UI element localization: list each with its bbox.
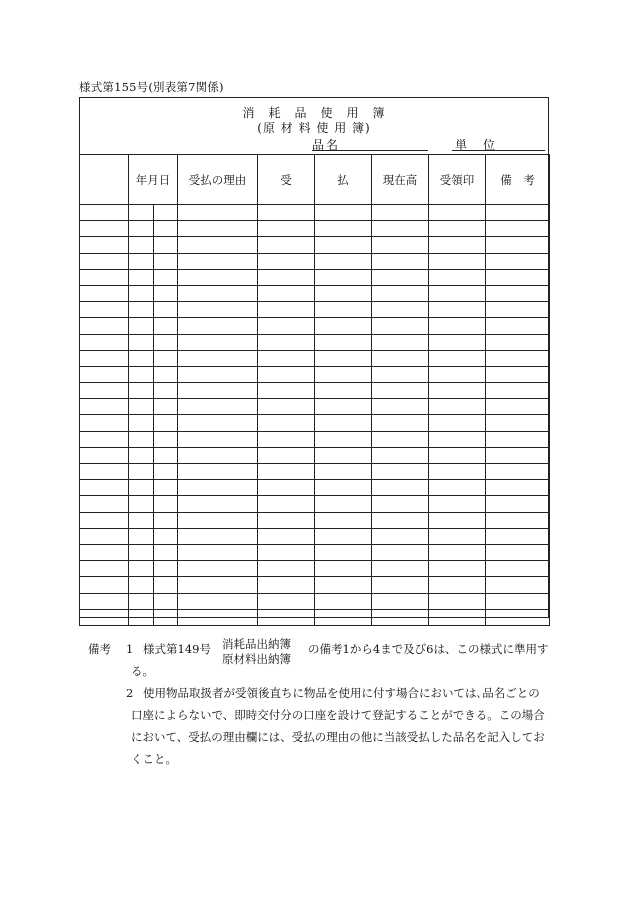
- table-cell[interactable]: [429, 512, 486, 528]
- table-cell[interactable]: [372, 464, 429, 480]
- table-cell[interactable]: [258, 334, 315, 350]
- table-row: [80, 253, 550, 269]
- note-1-continuation: る。: [131, 664, 154, 678]
- table-cell[interactable]: [178, 366, 258, 382]
- table-cell[interactable]: [178, 480, 258, 496]
- table-cell[interactable]: [429, 415, 486, 431]
- table-cell[interactable]: [80, 269, 129, 285]
- table-cell[interactable]: [178, 593, 258, 609]
- item-name-line[interactable]: [312, 150, 428, 151]
- table-row: [80, 221, 550, 237]
- table-cell[interactable]: [315, 561, 372, 577]
- table-cell[interactable]: [315, 253, 372, 269]
- table-cell[interactable]: [315, 350, 372, 366]
- table-cell[interactable]: [178, 496, 258, 512]
- table-cell[interactable]: [154, 464, 178, 480]
- table-cell[interactable]: [154, 512, 178, 528]
- table-cell[interactable]: [315, 464, 372, 480]
- table-cell[interactable]: [258, 285, 315, 301]
- header-date: 年月日: [129, 155, 178, 205]
- table-cell[interactable]: [372, 544, 429, 560]
- table-row: [80, 237, 550, 253]
- table-cell[interactable]: [80, 237, 129, 253]
- table-cell[interactable]: [372, 205, 429, 221]
- table-row: [80, 205, 550, 221]
- table-cell[interactable]: [486, 561, 550, 577]
- table-cell[interactable]: [80, 302, 129, 318]
- note-1-number: 1: [126, 642, 134, 656]
- note-2-line-4: くこと。: [131, 752, 177, 766]
- table-cell[interactable]: [486, 609, 550, 625]
- table-cell[interactable]: [372, 221, 429, 237]
- table-cell[interactable]: [315, 302, 372, 318]
- table-cell[interactable]: [315, 415, 372, 431]
- table-cell[interactable]: [80, 609, 129, 625]
- ledger-table: [79, 154, 550, 626]
- table-cell[interactable]: [315, 544, 372, 560]
- note-1-text: の備考1から4まで及び6は、この様式に準用す: [308, 642, 549, 656]
- table-cell[interactable]: [429, 577, 486, 593]
- unit-line[interactable]: [452, 150, 545, 151]
- table-row: [80, 302, 550, 318]
- table-cell[interactable]: [486, 496, 550, 512]
- table-cell[interactable]: [178, 609, 258, 625]
- table-cell[interactable]: [486, 318, 550, 334]
- table-cell[interactable]: [486, 334, 550, 350]
- table-cell[interactable]: [429, 285, 486, 301]
- table-row: [80, 561, 550, 577]
- table-cell[interactable]: [258, 221, 315, 237]
- table-cell[interactable]: [258, 528, 315, 544]
- table-cell[interactable]: [178, 334, 258, 350]
- table-row: [80, 447, 550, 463]
- table-cell[interactable]: [80, 334, 129, 350]
- table-cell[interactable]: [486, 447, 550, 463]
- table-row: [80, 285, 550, 301]
- table-cell[interactable]: [429, 447, 486, 463]
- table-cell[interactable]: [429, 205, 486, 221]
- header-payment: 払: [315, 155, 372, 205]
- table-cell[interactable]: [486, 431, 550, 447]
- table-cell[interactable]: [178, 350, 258, 366]
- table-cell[interactable]: [258, 399, 315, 415]
- table-cell[interactable]: [372, 593, 429, 609]
- table-cell[interactable]: [486, 366, 550, 382]
- table-cell[interactable]: [154, 480, 178, 496]
- table-cell[interactable]: [178, 253, 258, 269]
- table-cell[interactable]: [154, 269, 178, 285]
- table-cell[interactable]: [129, 528, 154, 544]
- table-cell[interactable]: [372, 561, 429, 577]
- table-cell[interactable]: [178, 302, 258, 318]
- table-cell[interactable]: [315, 383, 372, 399]
- table-cell[interactable]: [315, 528, 372, 544]
- table-cell[interactable]: [372, 253, 429, 269]
- table-cell[interactable]: [258, 366, 315, 382]
- table-cell[interactable]: [154, 205, 178, 221]
- table-cell[interactable]: [258, 431, 315, 447]
- table-cell[interactable]: [315, 577, 372, 593]
- table-cell[interactable]: [258, 544, 315, 560]
- table-cell[interactable]: [315, 480, 372, 496]
- table-cell[interactable]: [486, 205, 550, 221]
- table-cell[interactable]: [258, 496, 315, 512]
- table-cell[interactable]: [372, 609, 429, 625]
- note-2-line-2: 口座によらないで、即時交付分の口座を設けて登記することができる。この場合: [131, 708, 545, 722]
- header-remarks: 備 考: [486, 155, 550, 205]
- form-number: 様式第155号(別表第7関係): [79, 80, 224, 94]
- table-cell[interactable]: [372, 431, 429, 447]
- table-cell[interactable]: [258, 302, 315, 318]
- table-cell[interactable]: [80, 593, 129, 609]
- table-cell[interactable]: [258, 512, 315, 528]
- table-cell[interactable]: [372, 415, 429, 431]
- table-cell[interactable]: [486, 544, 550, 560]
- table-cell[interactable]: [154, 237, 178, 253]
- table-cell[interactable]: [178, 464, 258, 480]
- table-row: [80, 593, 550, 609]
- table-cell[interactable]: [486, 237, 550, 253]
- table-cell[interactable]: [80, 431, 129, 447]
- table-cell[interactable]: [372, 285, 429, 301]
- table-cell[interactable]: [429, 237, 486, 253]
- table-cell[interactable]: [372, 302, 429, 318]
- table-cell[interactable]: [486, 464, 550, 480]
- table-cell[interactable]: [154, 593, 178, 609]
- table-cell[interactable]: [258, 350, 315, 366]
- table-cell[interactable]: [178, 544, 258, 560]
- table-cell[interactable]: [429, 302, 486, 318]
- table-cell[interactable]: [258, 253, 315, 269]
- table-cell[interactable]: [129, 318, 154, 334]
- table-cell[interactable]: [80, 512, 129, 528]
- table-cell[interactable]: [80, 205, 129, 221]
- table-cell[interactable]: [372, 480, 429, 496]
- table-cell[interactable]: [178, 561, 258, 577]
- table-cell[interactable]: [429, 464, 486, 480]
- table-cell[interactable]: [372, 399, 429, 415]
- table-row: [80, 415, 550, 431]
- table-cell[interactable]: [372, 512, 429, 528]
- table-cell[interactable]: [154, 221, 178, 237]
- table-cell[interactable]: [429, 528, 486, 544]
- table-row: [80, 496, 550, 512]
- table-cell[interactable]: [178, 205, 258, 221]
- table-cell[interactable]: [429, 221, 486, 237]
- note-1-reference: 様式第149号: [143, 642, 211, 656]
- table-cell[interactable]: [178, 431, 258, 447]
- table-row: [80, 269, 550, 285]
- table-cell[interactable]: [429, 496, 486, 512]
- table-cell[interactable]: [372, 447, 429, 463]
- table-cell[interactable]: [315, 221, 372, 237]
- header-blank: [80, 155, 129, 205]
- table-cell[interactable]: [429, 399, 486, 415]
- table-cell[interactable]: [315, 318, 372, 334]
- table-cell[interactable]: [429, 334, 486, 350]
- table-cell[interactable]: [486, 528, 550, 544]
- table-cell[interactable]: [154, 302, 178, 318]
- table-cell[interactable]: [80, 399, 129, 415]
- table-cell[interactable]: [154, 577, 178, 593]
- table-cell[interactable]: [80, 496, 129, 512]
- table-cell[interactable]: [80, 383, 129, 399]
- table-cell[interactable]: [429, 609, 486, 625]
- table-cell[interactable]: [372, 318, 429, 334]
- table-cell[interactable]: [486, 269, 550, 285]
- table-cell[interactable]: [258, 415, 315, 431]
- table-cell[interactable]: [80, 366, 129, 382]
- table-cell[interactable]: [486, 593, 550, 609]
- table-cell[interactable]: [129, 609, 154, 625]
- table-cell[interactable]: [429, 269, 486, 285]
- table-cell[interactable]: [178, 318, 258, 334]
- table-cell[interactable]: [372, 383, 429, 399]
- table-cell[interactable]: [315, 366, 372, 382]
- table-cell[interactable]: [258, 577, 315, 593]
- table-cell[interactable]: [80, 285, 129, 301]
- table-row: [80, 544, 550, 560]
- table-cell[interactable]: [315, 205, 372, 221]
- table-cell[interactable]: [258, 205, 315, 221]
- table-cell[interactable]: [258, 464, 315, 480]
- table-row: [80, 480, 550, 496]
- table-cell[interactable]: [315, 609, 372, 625]
- table-cell[interactable]: [154, 415, 178, 431]
- table-cell[interactable]: [486, 480, 550, 496]
- table-cell[interactable]: [80, 577, 129, 593]
- note-2-number: 2: [126, 686, 134, 700]
- table-cell[interactable]: [80, 480, 129, 496]
- table-row: [80, 318, 550, 334]
- table-cell[interactable]: [129, 593, 154, 609]
- table-cell[interactable]: [129, 577, 154, 593]
- table-cell[interactable]: [429, 350, 486, 366]
- table-cell[interactable]: [154, 399, 178, 415]
- table-cell[interactable]: [129, 334, 154, 350]
- table-cell[interactable]: [429, 383, 486, 399]
- table-cell[interactable]: [486, 577, 550, 593]
- table-cell[interactable]: [178, 221, 258, 237]
- table-cell[interactable]: [429, 253, 486, 269]
- table-row: [80, 609, 550, 625]
- table-cell[interactable]: [129, 350, 154, 366]
- table-cell[interactable]: [154, 447, 178, 463]
- table-cell[interactable]: [486, 302, 550, 318]
- note-1-stack-top: 消耗品出納簿: [222, 637, 291, 651]
- table-cell[interactable]: [129, 269, 154, 285]
- table-cell[interactable]: [154, 334, 178, 350]
- table-cell[interactable]: [154, 544, 178, 560]
- table-cell[interactable]: [178, 447, 258, 463]
- table-row: [80, 512, 550, 528]
- table-cell[interactable]: [372, 528, 429, 544]
- table-cell[interactable]: [129, 561, 154, 577]
- note-1-stacked-titles: [222, 637, 291, 667]
- table-cell[interactable]: [178, 512, 258, 528]
- table-cell[interactable]: [486, 415, 550, 431]
- table-cell[interactable]: [486, 253, 550, 269]
- note-2-line-1: 使用物品取扱者が受領後直ちに物品を使用に付す場合においては､品名ごとの: [143, 686, 540, 700]
- header-balance: 現在高: [372, 155, 429, 205]
- table-cell[interactable]: [154, 561, 178, 577]
- table-cell[interactable]: [429, 593, 486, 609]
- table-cell[interactable]: [178, 237, 258, 253]
- table-cell[interactable]: [372, 334, 429, 350]
- table-cell[interactable]: [429, 318, 486, 334]
- unit-label: 単 位: [455, 138, 498, 152]
- table-cell[interactable]: [154, 609, 178, 625]
- table-row: [80, 366, 550, 382]
- table-cell[interactable]: [80, 221, 129, 237]
- table-row: [80, 399, 550, 415]
- table-cell[interactable]: [429, 544, 486, 560]
- table-cell[interactable]: [258, 480, 315, 496]
- table-cell[interactable]: [429, 366, 486, 382]
- table-row: [80, 577, 550, 593]
- table-cell[interactable]: [178, 383, 258, 399]
- table-cell[interactable]: [154, 431, 178, 447]
- note-2-line-3: において、受払の理由欄には、受払の理由の他に当該受払した品名を記入してお: [131, 730, 545, 744]
- table-cell[interactable]: [129, 221, 154, 237]
- table-row: [80, 464, 550, 480]
- table-row: [80, 528, 550, 544]
- table-cell[interactable]: [80, 544, 129, 560]
- notes-heading: 備考: [88, 642, 111, 656]
- table-cell[interactable]: [154, 496, 178, 512]
- table-cell[interactable]: [129, 205, 154, 221]
- table-cell[interactable]: [315, 269, 372, 285]
- table-cell[interactable]: [315, 285, 372, 301]
- table-cell[interactable]: [129, 302, 154, 318]
- table-cell[interactable]: [372, 577, 429, 593]
- table-cell[interactable]: [429, 480, 486, 496]
- form-title: 消 耗 品 使 用 簿: [242, 106, 386, 120]
- table-cell[interactable]: [154, 528, 178, 544]
- table-cell[interactable]: [129, 383, 154, 399]
- table-cell[interactable]: [154, 318, 178, 334]
- table-cell[interactable]: [486, 383, 550, 399]
- table-cell[interactable]: [486, 350, 550, 366]
- header-receipt: 受: [258, 155, 315, 205]
- table-cell[interactable]: [315, 593, 372, 609]
- table-cell[interactable]: [258, 383, 315, 399]
- table-cell[interactable]: [429, 431, 486, 447]
- table-cell[interactable]: [154, 383, 178, 399]
- table-cell[interactable]: [80, 415, 129, 431]
- table-cell[interactable]: [178, 528, 258, 544]
- table-cell[interactable]: [178, 415, 258, 431]
- table-cell[interactable]: [178, 269, 258, 285]
- table-cell[interactable]: [315, 496, 372, 512]
- table-cell[interactable]: [315, 334, 372, 350]
- table-cell[interactable]: [258, 269, 315, 285]
- table-cell[interactable]: [129, 544, 154, 560]
- table-cell[interactable]: [372, 269, 429, 285]
- table-cell[interactable]: [154, 366, 178, 382]
- table-cell[interactable]: [129, 285, 154, 301]
- table-cell[interactable]: [80, 318, 129, 334]
- note-1-stack-bottom: 原材料出納簿: [222, 652, 291, 666]
- table-cell[interactable]: [129, 464, 154, 480]
- table-cell[interactable]: [315, 512, 372, 528]
- table-row: [80, 431, 550, 447]
- table-cell[interactable]: [80, 350, 129, 366]
- table-cell[interactable]: [129, 512, 154, 528]
- table-cell[interactable]: [80, 253, 129, 269]
- form-subtitle: (原 材 料 使 用 簿): [257, 121, 371, 135]
- ledger-form: [79, 97, 549, 618]
- table-header-row: [80, 155, 550, 205]
- table-cell[interactable]: [486, 512, 550, 528]
- table-cell[interactable]: [258, 609, 315, 625]
- table-cell[interactable]: [258, 447, 315, 463]
- table-cell[interactable]: [129, 431, 154, 447]
- table-cell[interactable]: [154, 285, 178, 301]
- table-cell[interactable]: [258, 318, 315, 334]
- table-cell[interactable]: [315, 431, 372, 447]
- table-cell[interactable]: [129, 399, 154, 415]
- table-cell[interactable]: [178, 285, 258, 301]
- table-cell[interactable]: [258, 237, 315, 253]
- table-cell[interactable]: [315, 399, 372, 415]
- table-cell[interactable]: [129, 496, 154, 512]
- table-cell[interactable]: [80, 561, 129, 577]
- item-name-label: 品名: [312, 138, 341, 152]
- table-cell[interactable]: [129, 366, 154, 382]
- table-cell[interactable]: [80, 464, 129, 480]
- table-cell[interactable]: [129, 447, 154, 463]
- table-cell[interactable]: [315, 447, 372, 463]
- table-cell[interactable]: [258, 593, 315, 609]
- table-cell[interactable]: [129, 415, 154, 431]
- table-row: [80, 350, 550, 366]
- table-cell[interactable]: [372, 237, 429, 253]
- table-cell[interactable]: [80, 528, 129, 544]
- table-cell[interactable]: [178, 577, 258, 593]
- table-row: [80, 334, 550, 350]
- table-cell[interactable]: [486, 399, 550, 415]
- table-cell[interactable]: [372, 496, 429, 512]
- table-cell[interactable]: [154, 350, 178, 366]
- table-cell[interactable]: [80, 447, 129, 463]
- header-reason: 受払の理由: [178, 155, 258, 205]
- table-cell[interactable]: [486, 221, 550, 237]
- table-cell[interactable]: [486, 285, 550, 301]
- table-cell[interactable]: [372, 350, 429, 366]
- table-cell[interactable]: [372, 366, 429, 382]
- table-cell[interactable]: [154, 253, 178, 269]
- table-row: [80, 383, 550, 399]
- table-cell[interactable]: [129, 237, 154, 253]
- table-cell[interactable]: [429, 561, 486, 577]
- table-cell[interactable]: [129, 253, 154, 269]
- header-receipt-seal: 受領印: [429, 155, 486, 205]
- table-cell[interactable]: [258, 561, 315, 577]
- table-cell[interactable]: [178, 399, 258, 415]
- table-cell[interactable]: [129, 480, 154, 496]
- table-cell[interactable]: [315, 237, 372, 253]
